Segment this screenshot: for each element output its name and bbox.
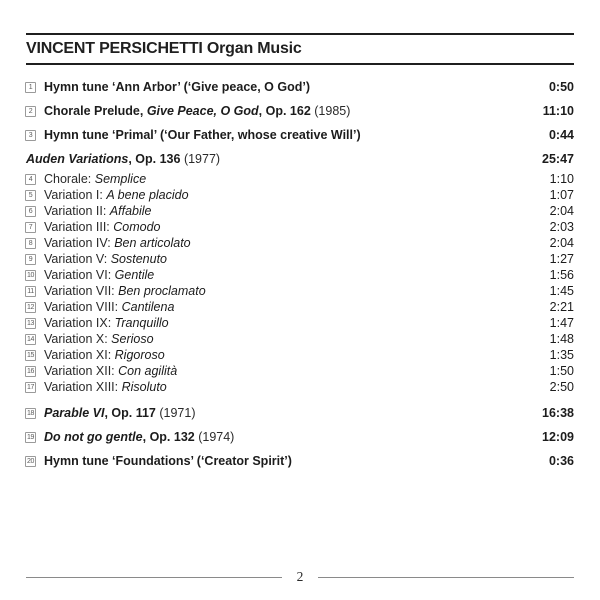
track-duration: 0:36 [548,453,574,468]
track-title [44,104,350,119]
track-number-badge: 12 [27,303,34,311]
title-segment: Hymn tune ‘Foundations’ (‘Creator Spirit’) [44,453,292,468]
track-number-badge: 2 [25,106,36,117]
footer-rule-right [318,577,574,578]
track-row [26,379,574,395]
track-duration: 12:09 [542,429,574,444]
track-title [44,172,146,187]
track-number-badge: 14 [27,335,34,343]
title-segment: Parable VI [44,405,105,420]
header [26,33,574,65]
track-row [26,331,574,347]
track-duration: 2:04 [549,235,574,250]
track-number-badge: 19 [27,433,34,441]
track-number-badge: 15 [27,351,34,359]
track-title [44,348,165,363]
track-duration: 0:44 [548,127,574,142]
title-segment: Variation X: [44,331,112,346]
track-row [26,251,574,267]
track-row [26,449,574,473]
title-segment: Variation IV: [44,235,115,250]
title-segment: Cantilena [121,299,175,314]
title-segment: Chorale Prelude, [44,103,147,118]
track-title [44,406,196,421]
title-segment: Gentile [114,267,155,282]
title-segment: Risoluto [121,379,167,394]
page-title: VINCENT PERSICHETTI Organ Music [26,40,302,57]
track-duration: 1:47 [549,315,574,330]
track-number-badge: 10 [27,271,34,279]
title-segment: Variation IX: [44,315,115,330]
track-row [26,203,574,219]
track-duration: 1:56 [549,267,574,282]
title-segment: Do not go gentle [44,429,143,444]
title-segment: , [258,103,266,118]
title-segment: Variation VII: [44,283,119,298]
title-segment: Variation XIII: [44,379,122,394]
track-row [26,187,574,203]
track-row [26,75,574,99]
footer-rule-left [26,577,282,578]
track-title [44,316,169,331]
title-segment: Affabile [109,203,152,218]
title-segment: Variation XI: [44,347,115,362]
track-title [44,188,189,203]
track-title [44,236,191,251]
track-duration: 1:50 [549,363,574,378]
track-number-badge: 7 [25,222,36,233]
track-duration: 2:04 [549,203,574,218]
title-segment: Variation II: [44,203,110,218]
track-title [44,332,154,347]
track-row [26,425,574,449]
track-title [44,204,151,219]
title-segment: Op. 132 [149,429,195,444]
title-segment: Tranquillo [114,315,169,330]
track-number-badge: 4 [25,174,36,185]
track-row [26,235,574,251]
title-segment: Variation VI: [44,267,115,282]
track-title [44,268,154,283]
track-row [26,363,574,379]
title-segment: (1971) [155,405,196,420]
track-duration: 16:38 [542,405,574,420]
track-duration: 1:48 [549,331,574,346]
track-row [26,299,574,315]
track-number-badge: 16 [27,367,34,375]
title-segment: (1985) [310,103,351,118]
title-segment: A bene placido [106,187,189,202]
track-number-badge: 1 [25,82,36,93]
title-segment: Serioso [111,331,154,346]
track-number-badge: 5 [25,190,36,201]
track-number-badge: 3 [25,130,36,141]
track-number-badge: 17 [27,383,34,391]
track-number-badge: 8 [25,238,36,249]
title-segment: Give Peace, O God [146,103,259,118]
track-row [26,267,574,283]
track-row [26,347,574,363]
track-number-badge: 13 [27,319,34,327]
title-segment: , [128,151,136,166]
title-segment: Variation III: [44,219,114,234]
track-duration: 1:45 [549,283,574,298]
track-number-badge: 20 [27,457,34,465]
title-segment: Variation I: [44,187,107,202]
track-title [44,80,310,95]
title-segment: Semplice [94,171,147,186]
track-title [44,284,206,299]
title-segment: Sostenuto [110,251,167,266]
track-duration: 2:03 [549,219,574,234]
track-duration: 1:27 [549,251,574,266]
track-row [26,99,574,123]
title-segment: Variation XII: [44,363,119,378]
track-list [26,75,574,473]
track-duration: 1:07 [549,187,574,202]
title-segment: Hymn tune ‘Primal’ (‘Our Father, whose creative Will’) [44,127,361,142]
track-title [44,128,361,143]
title-segment: (1977) [180,151,221,166]
title-segment: Con agilità [118,363,178,378]
work-title [26,152,220,167]
track-number-badge: 9 [25,254,36,265]
title-segment: Op. 162 [265,103,311,118]
page-number: 2 [296,569,304,584]
title-segment: (1974) [194,429,235,444]
track-duration: 11:10 [542,103,574,118]
track-row [26,219,574,235]
title-segment: Variation V: [44,251,111,266]
title-segment: Auden Variations [26,151,129,166]
title-segment: Chorale: [44,171,95,186]
title-segment: , [142,429,150,444]
footer [26,570,574,584]
title-segment: Ben articolato [114,235,191,250]
title-segment: Rigoroso [114,347,165,362]
track-title [44,252,167,267]
track-number-badge: 11 [25,286,36,297]
track-title [44,300,174,315]
title-rule-top [26,33,574,35]
track-title [44,364,177,379]
track-row [26,401,574,425]
track-duration: 25:47 [542,151,574,166]
track-title [44,430,234,445]
track-row [26,171,574,187]
track-duration: 0:50 [548,79,574,94]
track-title [44,454,292,469]
track-row [26,283,574,299]
track-row [26,123,574,147]
title-segment: Op. 136 [135,151,181,166]
track-number-badge: 18 [27,409,34,417]
title-rule-bottom [26,63,574,65]
title-segment: Ben proclamato [118,283,206,298]
track-duration: 2:21 [549,299,574,314]
track-title [44,380,167,395]
track-title [44,220,161,235]
track-duration: 1:35 [549,347,574,362]
title-segment: Op. 117 [111,405,156,420]
work-header-row [26,147,574,171]
track-row [26,315,574,331]
track-duration: 1:10 [549,171,574,186]
title-segment: Variation VIII: [44,299,122,314]
title-segment: , [104,405,112,420]
title-segment: Hymn tune ‘Ann Arbor’ (‘Give peace, O God’) [44,79,311,94]
track-duration: 2:50 [549,379,574,394]
title-segment: Comodo [113,219,161,234]
track-number-badge: 6 [25,206,36,217]
